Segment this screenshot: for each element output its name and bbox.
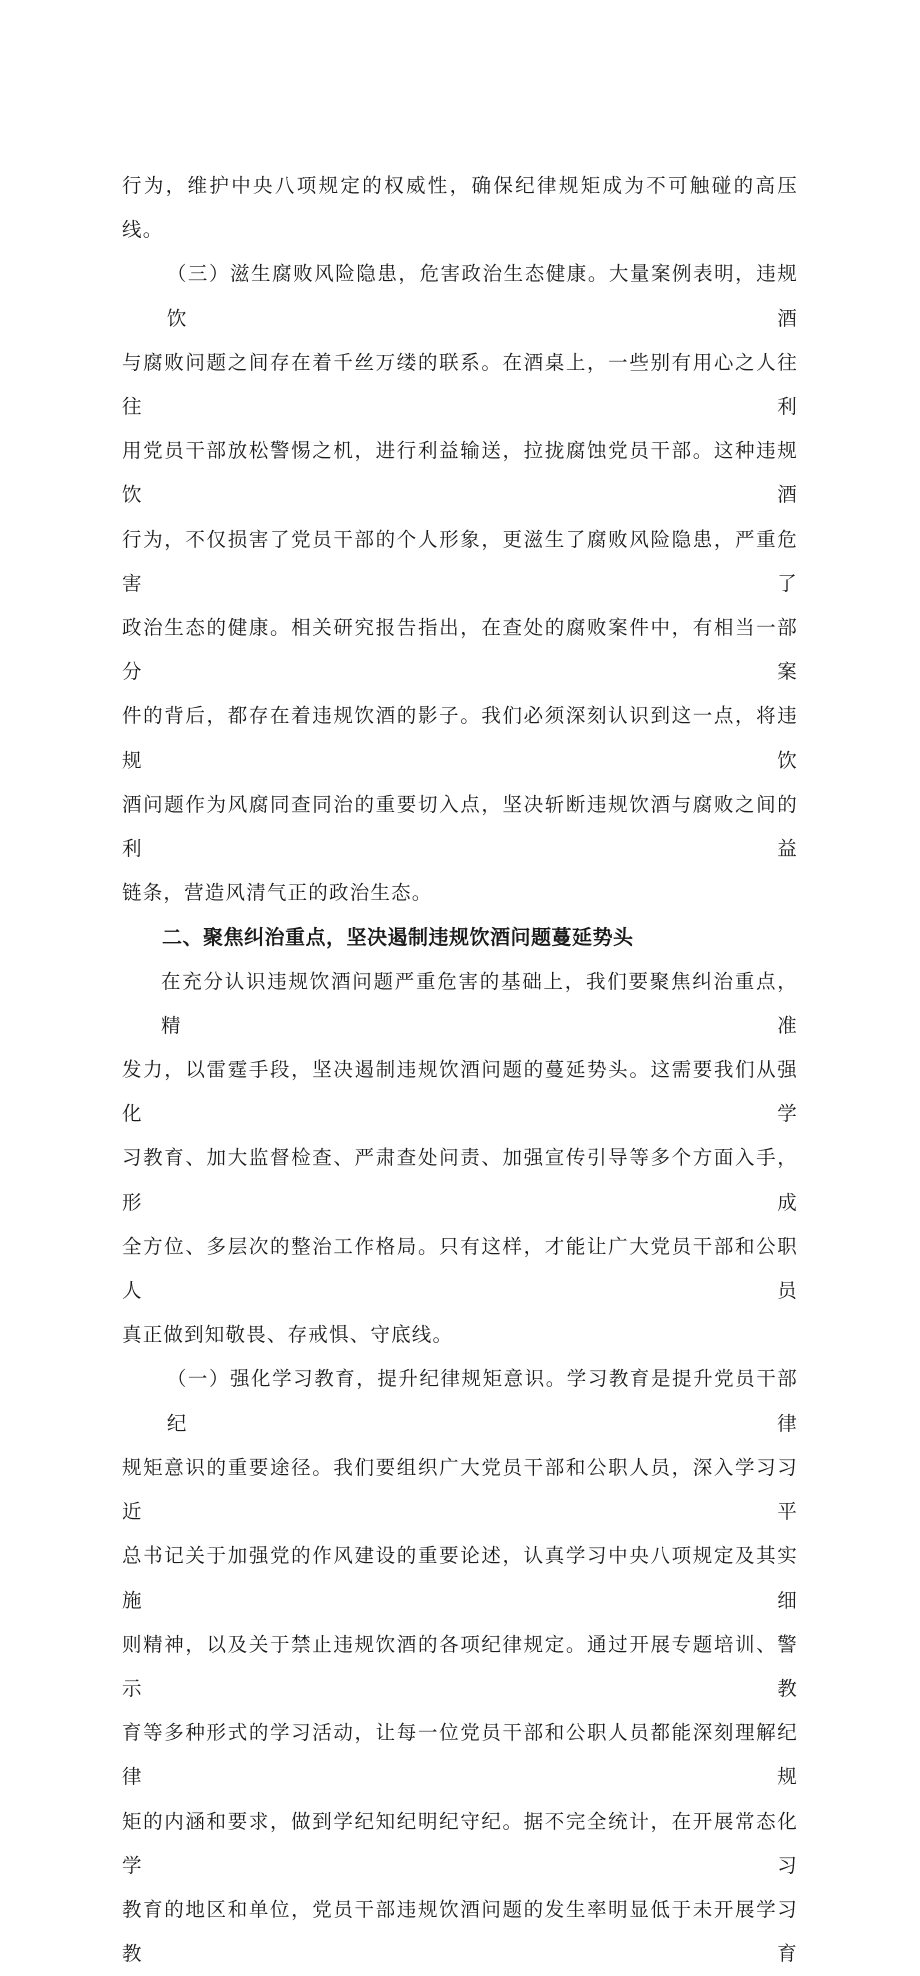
text-line: （三）滋生腐败风险隐患，危害政治生态健康。大量案例表明，违规饮酒 — [166, 262, 798, 330]
section-heading-2: 二、聚焦纠治重点，坚决遏制违规饮酒问题蔓延势头 — [162, 925, 634, 950]
text-line: 件的背后，都存在着违规饮酒的影子。我们必须深刻认识到这一点，将违规饮 — [122, 704, 798, 772]
paragraph-section-2-intro — [122, 960, 798, 1358]
document-body — [122, 164, 798, 1976]
text-line: 政治生态的健康。相关研究报告指出，在查处的腐败案件中，有相当一部分案 — [122, 616, 798, 684]
text-line: 酒问题作为风腐同查同治的重要切入点，坚决斩断违规饮酒与腐败之间的利益 — [122, 792, 798, 861]
text-line: 则精神，以及关于禁止违规饮酒的各项纪律规定。通过开展专题培训、警示教 — [122, 1632, 798, 1700]
text-line: 在充分认识违规饮酒问题严重危害的基础上，我们要聚焦纠治重点，精准 — [161, 969, 798, 1037]
text-line: 发力，以雷霆手段，坚决遏制违规饮酒问题的蔓延势头。这需要我们从强化学 — [122, 1058, 798, 1126]
text-line: 矩的内涵和要求，做到学纪知纪明纪守纪。据不完全统计，在开展常态化学习 — [122, 1809, 798, 1877]
paragraph-continuation — [122, 164, 798, 252]
text-line: 总书记关于加强党的作风建设的重要论述，认真学习中央八项规定及其实施细 — [122, 1544, 798, 1612]
paragraph-section-3 — [122, 252, 798, 915]
text-line: 与腐败问题之间存在着千丝万缕的联系。在酒桌上，一些别有用心之人往往利 — [122, 350, 798, 419]
text-line: 链条，营造风清气正的政治生态。 — [122, 881, 433, 905]
text-line: 规矩意识的重要途径。我们要组织广大党员干部和公职人员，深入学习习近平 — [122, 1455, 798, 1524]
text-line: 真正做到知敬畏、存戒惧、守底线。 — [122, 1323, 454, 1347]
paragraph-section-2-1 — [122, 1357, 798, 1976]
text-line: （一）强化学习教育，提升纪律规矩意识。学习教育是提升党员干部纪律 — [166, 1367, 798, 1435]
text-line: 行为，维护中央八项规定的权威性，确保纪律规矩成为不可触碰的高压线。 — [122, 174, 798, 242]
text-line: 全方位、多层次的整治工作格局。只有这样，才能让广大党员干部和公职人员 — [122, 1234, 798, 1303]
text-line: 育等多种形式的学习活动，让每一位党员干部和公职人员都能深刻理解纪律规 — [122, 1721, 798, 1789]
text-line: 行为，不仅损害了党员干部的个人形象，更滋生了腐败风险隐患，严重危害了 — [122, 527, 798, 595]
text-line: 习教育、加大监督检查、严肃查处问责、加强宣传引导等多个方面入手，形成 — [122, 1146, 798, 1214]
text-line: 用党员干部放松警惕之机，进行利益输送，拉拢腐蚀党员干部。这种违规饮酒 — [122, 439, 798, 507]
text-line: 教育的地区和单位，党员干部违规饮酒问题的发生率明显低于未开展学习教育 — [122, 1897, 798, 1966]
